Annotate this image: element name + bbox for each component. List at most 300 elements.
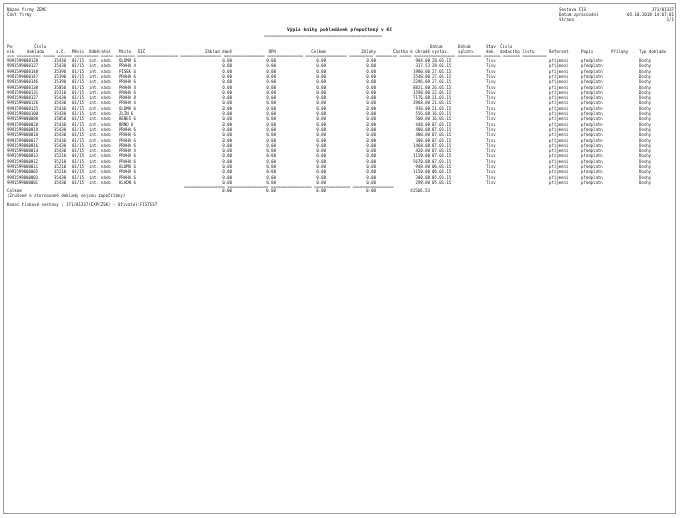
- cell-place: PRAHA 6: [119, 174, 136, 180]
- cell-month: 01/15: [72, 84, 85, 90]
- cell-description: předplatn: [581, 95, 603, 101]
- cell-place: BRNO 6: [119, 121, 134, 127]
- cell-status: Tisv: [486, 58, 496, 63]
- cell-row: 999: [7, 169, 15, 175]
- cell-description: předplatn: [581, 89, 603, 95]
- cell-advances: 0.00: [366, 95, 376, 101]
- cell-var-symbol: 35210: [54, 153, 67, 159]
- cell-month: 01/15: [72, 164, 85, 169]
- cell-total: 0.00: [316, 148, 326, 154]
- col-reference: Referent: [549, 49, 569, 54]
- cell-row: 999: [7, 68, 15, 74]
- cell-advances: 0.00: [366, 68, 376, 74]
- cell-tax-base: 0.00: [222, 179, 232, 185]
- col-delivery-top: Číslo: [500, 44, 513, 49]
- cell-amount-paid: 1150.00: [413, 169, 430, 175]
- header-rule: === ========== ===== ====== ========== ===== ======== ================= ================= ================= =============== ================= ========== ========= ===== ================= ========== ======= ======= ==========: [7, 54, 547, 58]
- cell-customer: int. násb: [89, 142, 111, 148]
- cell-total: 0.00: [316, 137, 326, 143]
- col-description: Popis: [581, 49, 594, 54]
- cell-month: 01/15: [72, 95, 85, 101]
- cell-row: 999: [7, 63, 15, 69]
- cell-total: 0.00: [316, 153, 326, 159]
- cell-customer: int. násb: [89, 148, 111, 154]
- cell-var-symbol: 35430: [54, 58, 67, 63]
- cell-month: 01/15: [72, 121, 85, 127]
- cell-description: předplatn: [581, 63, 603, 69]
- cell-reference: příjmení: [549, 58, 569, 63]
- cell-status: Tisv: [486, 137, 496, 143]
- cell-tax-base: 0.00: [222, 137, 232, 143]
- cell-var-symbol: 35430: [54, 174, 67, 180]
- cell-tax-base: 0.00: [222, 126, 232, 132]
- totals-vat: 0.00: [266, 188, 276, 193]
- cell-customer: int. násb: [89, 63, 111, 69]
- cell-month: 01/15: [72, 89, 85, 95]
- cell-status: Tisv: [486, 164, 496, 169]
- cell-place: PRAHA 4: [119, 63, 136, 69]
- cell-customer: int. násb: [89, 111, 111, 116]
- cell-description: předplatn: [581, 84, 603, 90]
- cell-issued: 07.01.15: [432, 137, 452, 143]
- cell-amount-paid: 8821.00: [413, 84, 430, 90]
- cell-description: předplatn: [581, 169, 603, 175]
- cell-reference: příjmení: [549, 158, 569, 164]
- cell-place: OLOMO 6: [119, 164, 136, 169]
- cell-doc-type: Doshy: [639, 126, 652, 132]
- col-issued: vystav.: [432, 49, 450, 54]
- col-status-top: Stav: [486, 44, 496, 49]
- cell-place: PRAHA 6: [119, 153, 136, 159]
- cell-reference: příjmení: [549, 164, 569, 169]
- cell-doc-type: Doshy: [639, 73, 652, 79]
- cell-row: 999: [7, 111, 15, 116]
- cell-month: 01/15: [72, 169, 85, 175]
- cell-issued: 07.01.15: [432, 126, 452, 132]
- cell-total: 0.00: [316, 105, 326, 111]
- cell-customer: int. násb: [89, 126, 111, 132]
- cell-total: 0.00: [316, 179, 326, 185]
- col-doc-type: Typ dokladu: [639, 49, 667, 54]
- cell-var-symbol: 35430: [54, 126, 67, 132]
- cell-vat: 0.00: [266, 68, 276, 74]
- page-value: 1/1: [666, 17, 674, 22]
- cell-var-symbol: 35430: [54, 121, 67, 127]
- cell-month: 01/15: [72, 153, 85, 159]
- cell-var-symbol: 35210: [54, 158, 67, 164]
- cell-month: 01/15: [72, 142, 85, 148]
- cell-total: 0.00: [316, 116, 326, 122]
- col-vat: DPH: [268, 49, 276, 54]
- cell-doc-no: 1599000017: [14, 137, 39, 143]
- cell-amount-paid: 298.00: [415, 179, 430, 185]
- cell-customer: int. násb: [89, 174, 111, 180]
- cell-place: PRAHA 4: [119, 84, 136, 90]
- cell-doc-no: 1599000012: [14, 158, 39, 164]
- cell-status: Tisv: [486, 100, 496, 106]
- cell-description: předplatn: [581, 137, 603, 143]
- cell-doc-type: Doshy: [639, 89, 652, 95]
- cell-issued: 16.01.15: [432, 116, 452, 122]
- cell-issued: 21.01.15: [432, 105, 452, 111]
- cell-vat: 0.00: [266, 142, 276, 148]
- cell-doc-type: Doshy: [639, 100, 652, 106]
- totals-rule: ================= ================= ================= =============== =================: [184, 185, 394, 189]
- cell-tax-base: 0.00: [222, 153, 232, 159]
- cell-customer: int. násb: [89, 132, 111, 138]
- cell-customer: int. násb: [89, 105, 111, 111]
- cell-description: předplatn: [581, 126, 603, 132]
- cell-issued: 07.01.15: [432, 148, 452, 154]
- cell-total: 0.00: [316, 158, 326, 164]
- cell-place: PRAHA 4: [119, 148, 136, 154]
- cell-doc-type: Doshy: [639, 179, 652, 185]
- cell-amount-paid: 2548.00: [413, 73, 430, 79]
- cell-total: 0.00: [316, 142, 326, 148]
- cell-place: PRAHA 4: [119, 100, 136, 106]
- processed-label: Datum zpracování: [559, 12, 599, 17]
- cell-row: 999: [7, 121, 15, 127]
- cell-amount-paid: 2968.00: [413, 100, 430, 106]
- cell-tax-base: 0.00: [222, 148, 232, 154]
- cell-issued: 22.01.15: [432, 89, 452, 95]
- cell-issued: 27.01.15: [432, 73, 452, 79]
- cell-month: 01/15: [72, 132, 85, 138]
- cell-tax-base: 0.00: [222, 169, 232, 175]
- cell-doc-no: 1599000020: [14, 121, 39, 127]
- cell-tax-base: 0.00: [222, 116, 232, 122]
- cell-doc-type: Doshy: [639, 153, 652, 159]
- cell-description: předplatn: [581, 153, 603, 159]
- cell-var-symbol: 35430: [54, 105, 67, 111]
- cell-row: 999: [7, 116, 15, 122]
- cell-tax-base: 0.00: [222, 95, 232, 101]
- cell-doc-type: Doshy: [639, 137, 652, 143]
- cell-advances: 0.00: [366, 132, 376, 138]
- cell-total: 0.00: [316, 79, 326, 85]
- cell-status: Tisv: [486, 121, 496, 127]
- cell-issued: 07.01.15: [432, 153, 452, 159]
- cell-tax-base: 0.00: [222, 63, 232, 69]
- cell-doc-type: Doshy: [639, 63, 652, 69]
- cell-advances: 0.00: [366, 58, 376, 63]
- cell-vat: 0.00: [266, 153, 276, 159]
- cell-amount-paid: 1150.00: [413, 153, 430, 159]
- cell-amount-paid: 7176.00: [413, 95, 430, 101]
- cell-customer: int. násb: [89, 100, 111, 106]
- cell-amount-paid: 948.00: [415, 164, 430, 169]
- cell-amount-paid: 300.00: [415, 174, 430, 180]
- cell-month: 01/15: [72, 63, 85, 69]
- cell-total: 0.00: [316, 89, 326, 95]
- cell-tax-base: 0.00: [222, 68, 232, 74]
- cell-place: PRAHA 6: [119, 169, 136, 175]
- cell-amount-paid: 400.00: [415, 132, 430, 138]
- cell-reference: příjmení: [549, 73, 569, 79]
- totals-amount-paid: 41566.53: [410, 188, 430, 193]
- cell-month: 01/15: [72, 116, 85, 122]
- cell-doc-type: Doshy: [639, 169, 652, 175]
- cell-amount-paid: 448.00: [415, 121, 430, 127]
- cell-var-symbol: 35430: [54, 132, 67, 138]
- cell-tax-base: 0.00: [222, 105, 232, 111]
- cell-customer: int. násb: [89, 153, 111, 159]
- col-delivery-note: dodacího listu: [500, 49, 535, 54]
- col-amount-paid: Částka k úhradě: [393, 49, 430, 54]
- cell-status: Tisv: [486, 63, 496, 69]
- cell-var-symbol: 35210: [54, 169, 67, 175]
- cell-description: předplatn: [581, 174, 603, 180]
- cell-status: Tisv: [486, 95, 496, 101]
- cell-var-symbol: 35210: [54, 89, 67, 95]
- col-tax-base: Základ daně: [204, 49, 232, 54]
- cell-advances: 0.00: [366, 121, 376, 127]
- cell-vat: 0.00: [266, 84, 276, 90]
- title-underline: =================================================: [264, 34, 383, 38]
- cell-status: Tisv: [486, 158, 496, 164]
- cell-var-symbol: 35390: [54, 68, 67, 74]
- cell-month: 01/15: [72, 174, 85, 180]
- cell-advances: 0.00: [366, 142, 376, 148]
- cell-customer: int. násb: [89, 137, 111, 143]
- cell-advances: 0.00: [366, 89, 376, 95]
- cell-advances: 0.00: [366, 63, 376, 69]
- cell-customer: int. násb: [89, 73, 111, 79]
- cell-issued: 21.01.15: [432, 95, 452, 101]
- cell-tax-base: 0.00: [222, 111, 232, 116]
- col-var-symbol: s.č.: [56, 49, 66, 54]
- cell-description: předplatn: [581, 79, 603, 85]
- cell-vat: 0.00: [266, 158, 276, 164]
- cell-vat: 0.00: [266, 132, 276, 138]
- cell-tax-base: 0.00: [222, 158, 232, 164]
- cell-amount-paid: 1468.00: [413, 142, 430, 148]
- totals-tax-base: 0.00: [222, 188, 232, 193]
- cell-customer: int. násb: [89, 116, 111, 122]
- cell-place: OLOMO 6: [119, 105, 136, 111]
- cell-reference: příjmení: [549, 174, 569, 180]
- cell-description: předplatn: [581, 132, 603, 138]
- cell-advances: 0.00: [366, 84, 376, 90]
- cell-month: 01/15: [72, 100, 85, 106]
- cell-tax-base: 0.00: [222, 73, 232, 79]
- cell-description: předplatn: [581, 179, 603, 185]
- cell-description: předplatn: [581, 68, 603, 74]
- cell-total: 0.00: [316, 73, 326, 79]
- cell-month: 01/15: [72, 179, 85, 185]
- cell-description: předplatn: [581, 158, 603, 164]
- cell-doc-no: 1599000148: [14, 68, 39, 74]
- cell-advances: 0.00: [366, 169, 376, 175]
- cell-description: předplatn: [581, 111, 603, 116]
- col-vat-id: DIČ: [138, 49, 146, 54]
- cell-var-symbol: 35430: [54, 100, 67, 106]
- cell-doc-type: Doshy: [639, 111, 652, 116]
- cell-doc-no: 1599000088: [14, 116, 39, 122]
- cell-total: 0.00: [316, 100, 326, 106]
- cell-issued: 28.01.15: [432, 58, 452, 63]
- cell-row: 999: [7, 148, 15, 154]
- cell-description: předplatn: [581, 73, 603, 79]
- cell-tax-base: 0.00: [222, 58, 232, 63]
- cell-doc-no: 1599000018: [14, 132, 39, 138]
- cell-amount-paid: 1598.00: [413, 89, 430, 95]
- cell-reference: příjmení: [549, 126, 569, 132]
- cell-month: 01/15: [72, 111, 85, 116]
- cell-doc-type: Doshy: [639, 79, 652, 85]
- cell-customer: int. násb: [89, 169, 111, 175]
- cell-var-symbol: 35050: [54, 84, 67, 90]
- cell-advances: 0.00: [366, 148, 376, 154]
- cell-customer: int. násb: [89, 179, 111, 185]
- cell-reference: příjmení: [549, 179, 569, 185]
- cell-amount-paid: 420.00: [415, 148, 430, 154]
- cell-doc-type: Doshy: [639, 84, 652, 90]
- cell-var-symbol: 35430: [54, 95, 67, 101]
- cell-place: PRAHA 6: [119, 132, 136, 138]
- cell-row: 999: [7, 137, 15, 143]
- cell-amount-paid: 300.00: [415, 137, 430, 143]
- cell-customer: int. násb: [89, 164, 111, 169]
- cell-place: ZLÍN 6: [119, 111, 134, 116]
- cell-vat: 0.00: [266, 164, 276, 169]
- cell-amount-paid: 400.00: [415, 126, 430, 132]
- cell-amount-paid: 5670.00: [413, 158, 430, 164]
- cell-var-symbol: 35210: [54, 164, 67, 169]
- cell-advances: 0.00: [366, 126, 376, 132]
- cell-advances: 0.00: [366, 158, 376, 164]
- cell-status: Tisv: [486, 179, 496, 185]
- cell-doc-type: Doshy: [639, 132, 652, 138]
- cell-issued: 26.01.15: [432, 84, 452, 90]
- cell-row: 999: [7, 84, 15, 90]
- cell-place: PÍSEK 6: [119, 68, 136, 74]
- company-name: Název firmy ZEMC: [7, 7, 47, 12]
- cell-amount-paid: 500.00: [415, 116, 430, 122]
- cell-doc-type: Doshy: [639, 121, 652, 127]
- cell-status: Tisv: [486, 148, 496, 154]
- cell-vat: 0.00: [266, 73, 276, 79]
- cell-doc-no: 1599000005: [14, 169, 39, 175]
- cell-row: 999: [7, 132, 15, 138]
- cell-reference: příjmení: [549, 95, 569, 101]
- cell-status: Tisv: [486, 132, 496, 138]
- cell-reference: příjmení: [549, 153, 569, 159]
- cell-row: 999: [7, 100, 15, 106]
- cell-advances: 0.00: [366, 100, 376, 106]
- cell-place: KLADN 6: [119, 179, 136, 185]
- cell-doc-type: Doshy: [639, 95, 652, 101]
- cell-place: PRAHA 6: [119, 126, 136, 132]
- cell-doc-no: 1599000127: [14, 95, 39, 101]
- cell-issued: 27.01.15: [432, 68, 452, 74]
- cell-row: 999: [7, 105, 15, 111]
- cell-customer: int. násb: [89, 79, 111, 85]
- cell-doc-no: 1599000001: [14, 179, 39, 185]
- cell-advances: 0.00: [366, 79, 376, 85]
- cell-month: 01/15: [72, 137, 85, 143]
- cell-doc-no: 1599000146: [14, 79, 39, 85]
- cell-amount-paid: 2296.00: [413, 79, 430, 85]
- report-id-value: 371/01337: [651, 7, 674, 12]
- cell-reference: příjmení: [549, 116, 569, 122]
- cell-reference: příjmení: [549, 63, 569, 69]
- cell-issued: 07.01.15: [432, 132, 452, 138]
- col-status: dok.: [486, 49, 496, 54]
- cell-vat: 0.00: [266, 148, 276, 154]
- cell-total: 0.00: [316, 68, 326, 74]
- cell-advances: 0.00: [366, 137, 376, 143]
- cell-reference: příjmení: [549, 79, 569, 85]
- cell-doc-no: 1599000100: [14, 111, 39, 116]
- cell-month: 01/15: [72, 58, 85, 63]
- col-due: splatn.: [458, 49, 476, 54]
- cell-doc-no: 1599000130: [14, 84, 39, 90]
- cell-status: Tisv: [486, 89, 496, 95]
- cell-month: 01/15: [72, 126, 85, 132]
- cell-row: 999: [7, 179, 15, 185]
- cell-doc-no: 1599000128: [14, 58, 39, 63]
- col-customer: Odběratel: [89, 49, 112, 54]
- cell-reference: příjmení: [549, 148, 569, 154]
- cell-doc-no: 1599000003: [14, 174, 39, 180]
- cell-total: 0.00: [316, 169, 326, 175]
- cell-doc-no: 1599000126: [14, 100, 39, 106]
- cell-doc-no: 1599000013: [14, 153, 39, 159]
- cell-doc-no: 1599000131: [14, 89, 39, 95]
- cell-issued: 21.01.15: [432, 100, 452, 106]
- cell-tax-base: 0.00: [222, 89, 232, 95]
- cell-tax-base: 0.00: [222, 164, 232, 169]
- cell-month: 01/15: [72, 73, 85, 79]
- cell-vat: 0.00: [266, 79, 276, 85]
- cell-description: předplatn: [581, 116, 603, 122]
- cell-status: Tisv: [486, 79, 496, 85]
- cell-issued: 06.01.15: [432, 164, 452, 169]
- cell-tax-base: 0.00: [222, 121, 232, 127]
- cell-doc-no: 1599000127: [14, 63, 39, 69]
- cell-reference: příjmení: [549, 137, 569, 143]
- cell-vat: 0.00: [266, 126, 276, 132]
- cell-description: předplatn: [581, 164, 603, 169]
- cell-place: PRAHA 6: [119, 158, 136, 164]
- cell-customer: int. násb: [89, 89, 111, 95]
- cell-doc-type: Doshy: [639, 142, 652, 148]
- cell-status: Tisv: [486, 73, 496, 79]
- cell-month: 01/15: [72, 79, 85, 85]
- cell-month: 01/15: [72, 148, 85, 154]
- cell-customer: int. násb: [89, 158, 111, 164]
- col-doc-no-top: Číslo: [34, 44, 47, 49]
- cell-tax-base: 0.00: [222, 142, 232, 148]
- cell-row: 999: [7, 142, 15, 148]
- cell-place: PRAHA 8: [119, 95, 136, 101]
- cell-row: 999: [7, 79, 15, 85]
- col-month: Měsíc: [72, 49, 85, 54]
- cell-place: BENEŠ 6: [119, 116, 136, 122]
- cell-row: 999: [7, 174, 15, 180]
- cell-row: 999: [7, 153, 15, 159]
- cell-issued: 07.01.15: [432, 142, 452, 148]
- cell-place: OLOMO 6: [119, 58, 136, 63]
- cell-description: předplatn: [581, 100, 603, 106]
- cell-issued: 05.01.15: [432, 179, 452, 185]
- cell-advances: 0.00: [366, 164, 376, 169]
- cell-doc-type: Doshy: [639, 58, 652, 63]
- report-title: Výpis knihy pohledávek přepočtený v Kč: [286, 28, 393, 33]
- cell-advances: 0.00: [366, 105, 376, 111]
- col-total: Celkem: [311, 49, 326, 54]
